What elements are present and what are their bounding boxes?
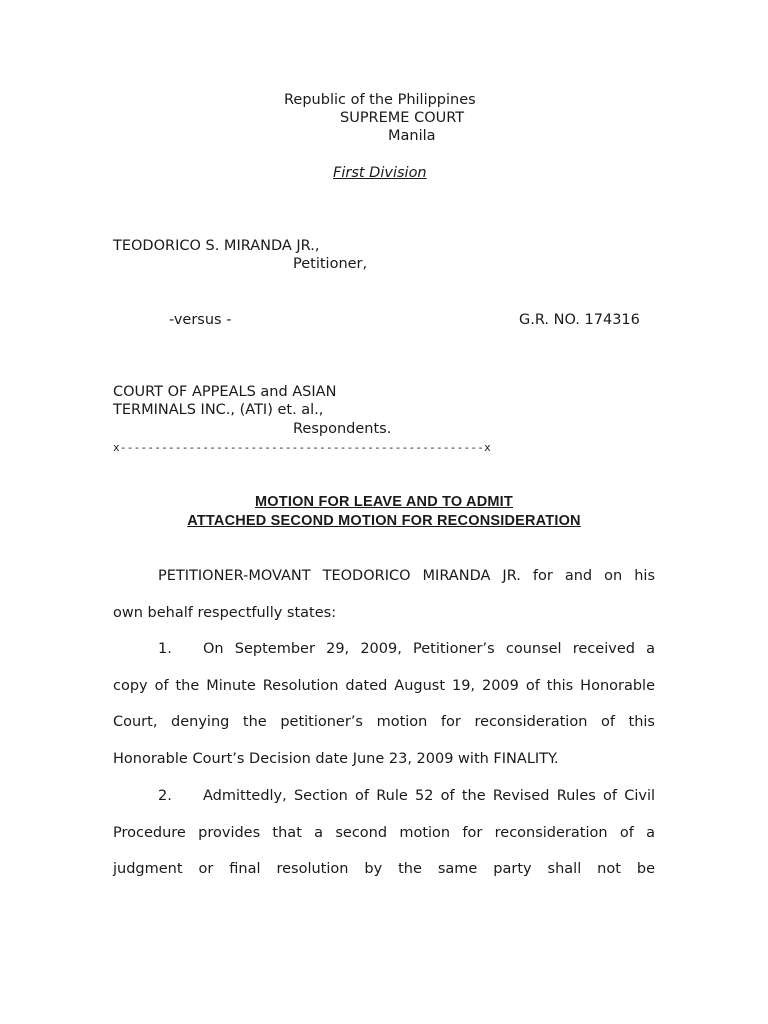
motion-title-line-2: ATTACHED SECOND MOTION FOR RECONSIDERATION [187, 513, 581, 529]
petitioner-name: TEODORICO S. MIRANDA JR., [113, 238, 320, 254]
paragraph-1-line-2: copy of the Minute Resolution dated August 19, 2009 of this Honorable [113, 677, 655, 694]
header-division: First Division [333, 165, 427, 181]
petitioner-role: Petitioner, [293, 256, 368, 272]
respondent-role: Respondents. [293, 421, 392, 437]
intro-line-1: PETITIONER-MOVANT TEODORICO MIRANDA JR. for and on his [158, 568, 655, 584]
paragraph-2-line-1 [113, 778, 655, 815]
caption-separator: x-----------------------------------------------------x [113, 441, 491, 454]
paragraph-1-line-4: Honorable Court’s Decision date June 23, 2009 with FINALITY. [113, 751, 559, 768]
header-city: Manila [388, 128, 436, 144]
respondent-line-1: COURT OF APPEALS and ASIAN [113, 384, 337, 400]
paragraph-2-line-1-text: Admittedly, Section of Rule 52 of the Revised Rules of Civil [203, 788, 655, 804]
paragraph-2-line-3: judgment or final resolution by the same party shall not be [113, 861, 655, 878]
header-court: SUPREME COURT [340, 110, 465, 126]
paragraph-1-number: 1. [158, 641, 172, 657]
respondent-line-2: TERMINALS INC., (ATI) et. al., [113, 402, 324, 418]
paragraph-2 [113, 778, 655, 888]
paragraph-1-line-1-text: On September 29, 2009, Petitioner’s counsel received a [203, 641, 655, 657]
versus-label: -versus - [169, 312, 232, 328]
paragraph-2-line-2: Procedure provides that a second motion for reconsideration of a [113, 824, 655, 841]
paragraph-1 [113, 631, 655, 778]
case-number: G.R. NO. 174316 [519, 312, 640, 328]
paragraph-1-line-1 [113, 631, 655, 668]
paragraph-1-line-3: Court, denying the petitioner’s motion for reconsideration of this [113, 714, 655, 731]
paragraph-2-number: 2. [158, 788, 172, 804]
header-republic: Republic of the Philippines [284, 92, 476, 108]
motion-title-line-1: MOTION FOR LEAVE AND TO ADMIT [255, 494, 513, 510]
intro-line-2: own behalf respectfully states: [113, 604, 337, 621]
intro-paragraph [113, 558, 655, 631]
